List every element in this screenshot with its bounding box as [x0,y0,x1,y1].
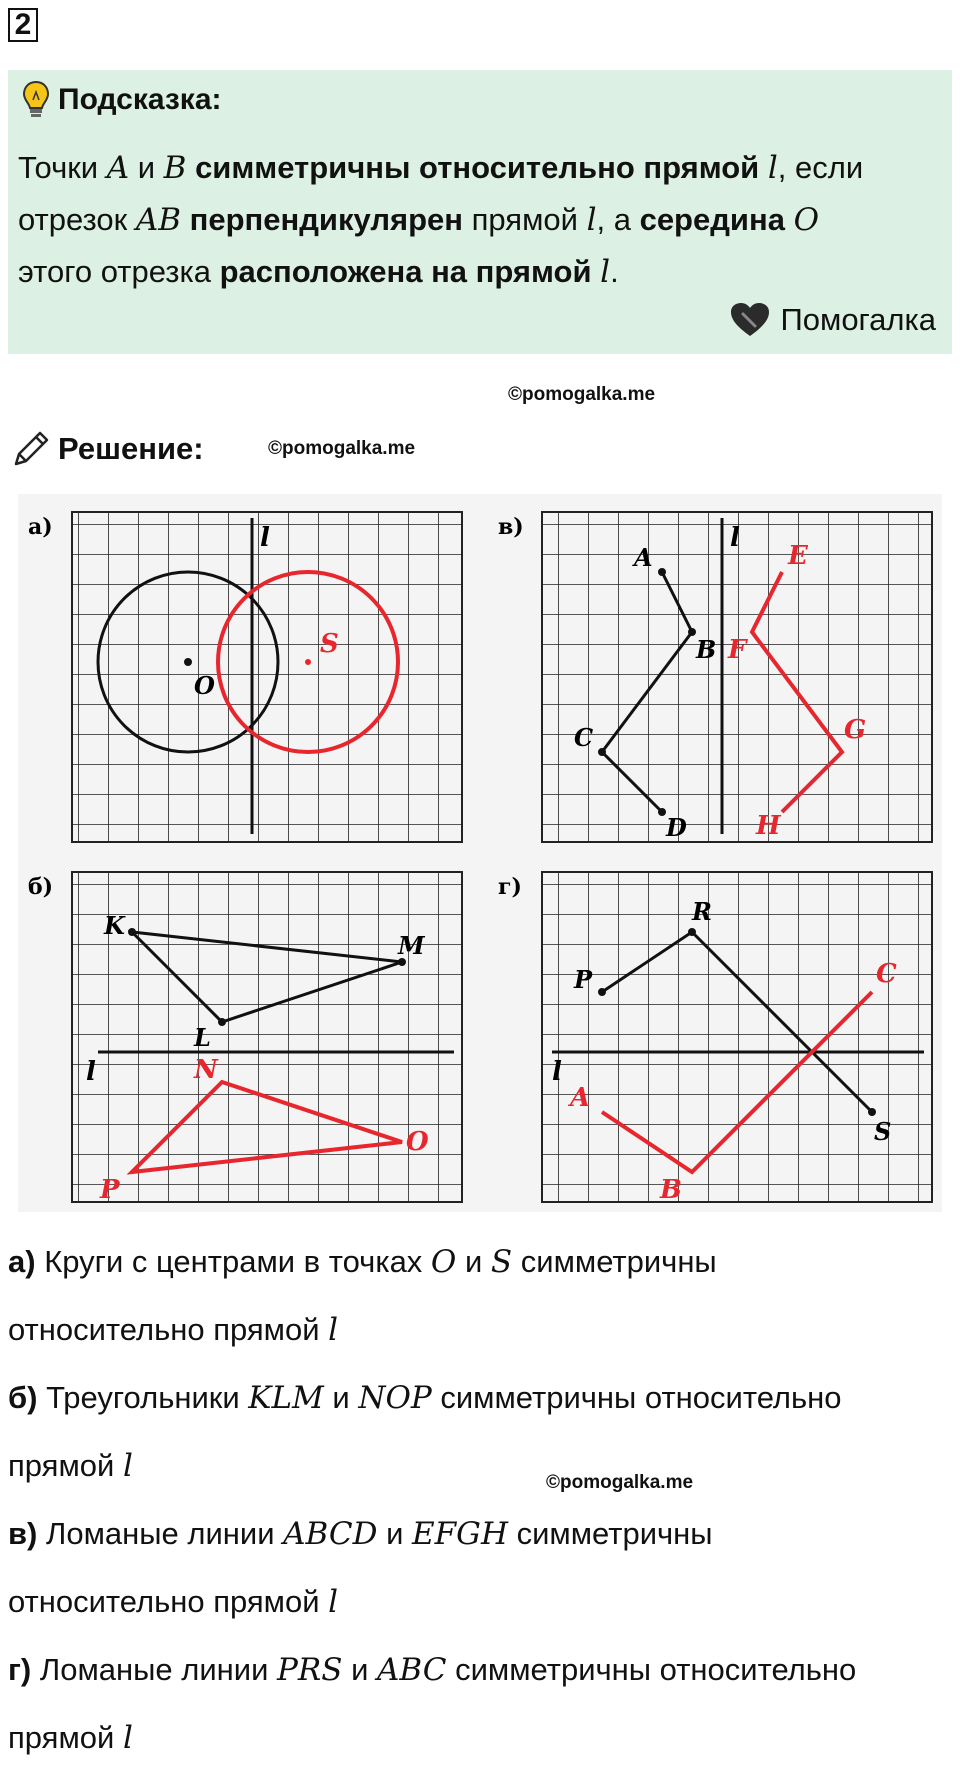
hint-title: Подсказка: [58,83,222,116]
answer-b-line-1 [8,1364,952,1432]
label-r: R [692,897,712,926]
figure-label: в) [498,514,524,540]
math-var: ABC [377,1652,447,1688]
text: симметричны относительно [431,1380,842,1415]
brand-name: Помогалка [780,302,936,337]
text: прямой [8,1720,123,1755]
grid [72,872,462,1202]
math-var: KLM [248,1380,324,1416]
math-var: PRS [277,1652,343,1688]
label-g: G [844,715,867,745]
lightbulb-icon [22,80,50,120]
text [759,150,768,185]
line-label: l [260,523,270,553]
label-f: F [728,635,747,665]
label-l: L [194,1023,211,1052]
grid [72,512,462,842]
math-var: S [490,1244,513,1280]
math-var: l [122,1448,133,1484]
text: и [323,1380,359,1415]
point-b [688,628,696,636]
label-s: S [320,629,339,659]
hint-line-3 [18,246,938,298]
task-number: 2 [8,8,38,42]
text: прямой [463,202,587,237]
hint-box [8,70,952,354]
math-var: l [328,1584,339,1620]
pencil-icon [10,428,52,470]
label-o: O [194,671,215,700]
hint-line-1 [18,142,938,194]
figure-b [28,872,462,1205]
math-var: l [600,254,611,290]
figure-v [498,512,932,842]
text: и [129,150,164,185]
point-a [658,568,666,576]
text: Круги с центрами в точках [35,1244,431,1279]
text: Ломаные линии [37,1516,284,1551]
hint-text [18,142,938,298]
bold-text: середина [639,202,785,237]
answer-v-line-1 [8,1500,952,1568]
math-var: EFGH [412,1516,508,1552]
answer-label: а) [8,1244,36,1279]
label-h: H [756,811,781,841]
answers [8,1228,952,1772]
grid [542,872,932,1202]
label-a: A [570,1083,591,1113]
point-o [184,658,192,666]
math-var: NOP [358,1380,432,1416]
watermark: ©pomogalka.me [546,1472,694,1493]
label-n: N [194,1055,218,1085]
brand [730,302,936,338]
text: Точки [18,150,107,185]
math-var: ABCD [283,1516,378,1552]
answer-a-line-2 [8,1296,952,1364]
point-k [128,928,136,936]
line-label: l [730,523,740,553]
bold-text: расположена на прямой [219,254,592,289]
answer-label: б) [8,1380,38,1415]
solution-header [10,428,204,470]
math-var: l [328,1312,339,1348]
text [181,202,190,237]
line-label: l [86,1057,96,1087]
bold-text: перпендикулярен [189,202,463,237]
point-s [305,659,311,665]
text: . [610,254,619,289]
text: отрезок [18,202,136,237]
text: , если [777,150,864,185]
point-s [868,1108,876,1116]
text: симметричны [507,1516,713,1551]
text: симметричны относительно [446,1652,857,1687]
label-b: B [660,1175,682,1205]
solution-title: Решение: [58,431,204,466]
label-b: B [696,635,717,664]
heart-icon [730,302,770,338]
text [592,254,601,289]
text: симметричны [512,1244,717,1279]
figure-label: а) [28,514,53,540]
label-p: P [100,1175,120,1205]
text: и [342,1652,378,1687]
answer-label: в) [8,1516,38,1551]
answer-g-line-1 [8,1636,952,1704]
figure-a [28,512,462,842]
watermark: ©pomogalka.me [508,384,656,405]
text: Ломаные линии [31,1652,278,1687]
text [186,150,195,185]
text: относительно прямой [8,1584,329,1619]
hint-line-2 [18,194,938,246]
math-var: l [767,150,778,186]
text: относительно прямой [8,1312,329,1347]
point-c [598,748,606,756]
point-l [218,1018,226,1026]
bold-text: симметричны относительно прямой [195,150,760,185]
label-d: D [666,813,687,842]
label-e: E [788,541,808,571]
text: , а [596,202,640,237]
text: и [377,1516,413,1551]
answer-label: г) [8,1652,32,1687]
text: Треугольники [37,1380,249,1415]
label-c: C [574,723,594,752]
math-var: O [430,1244,457,1280]
label-c: C [876,959,897,989]
point-r [688,928,696,936]
math-var: A [106,150,130,186]
point-p [598,988,606,996]
math-var: B [163,150,187,186]
hint-header [22,80,222,120]
math-var: O [793,202,819,238]
figure-label: б) [28,874,54,900]
label-a: A [634,543,653,572]
figures-panel [18,494,942,1212]
watermark: ©pomogalka.me [268,438,416,459]
answer-a-line-1 [8,1228,952,1296]
text: и [456,1244,491,1279]
grid [542,512,932,842]
math-var: AB [135,202,182,238]
point-d [658,808,666,816]
label-o: O [406,1127,429,1157]
text [785,202,794,237]
answer-g-line-2 [8,1704,952,1772]
label-p: P [574,965,593,994]
math-var: l [586,202,597,238]
label-k: K [104,911,125,940]
label-s: S [874,1117,892,1146]
text: прямой [8,1448,123,1483]
math-var: l [122,1720,133,1756]
label-m: M [398,931,425,960]
figure-g [498,872,932,1205]
text: этого отрезка [18,254,220,289]
answer-b-line-2 [8,1432,952,1500]
figure-label: г) [498,874,522,900]
line-label: l [552,1057,562,1087]
answer-v-line-2 [8,1568,952,1636]
